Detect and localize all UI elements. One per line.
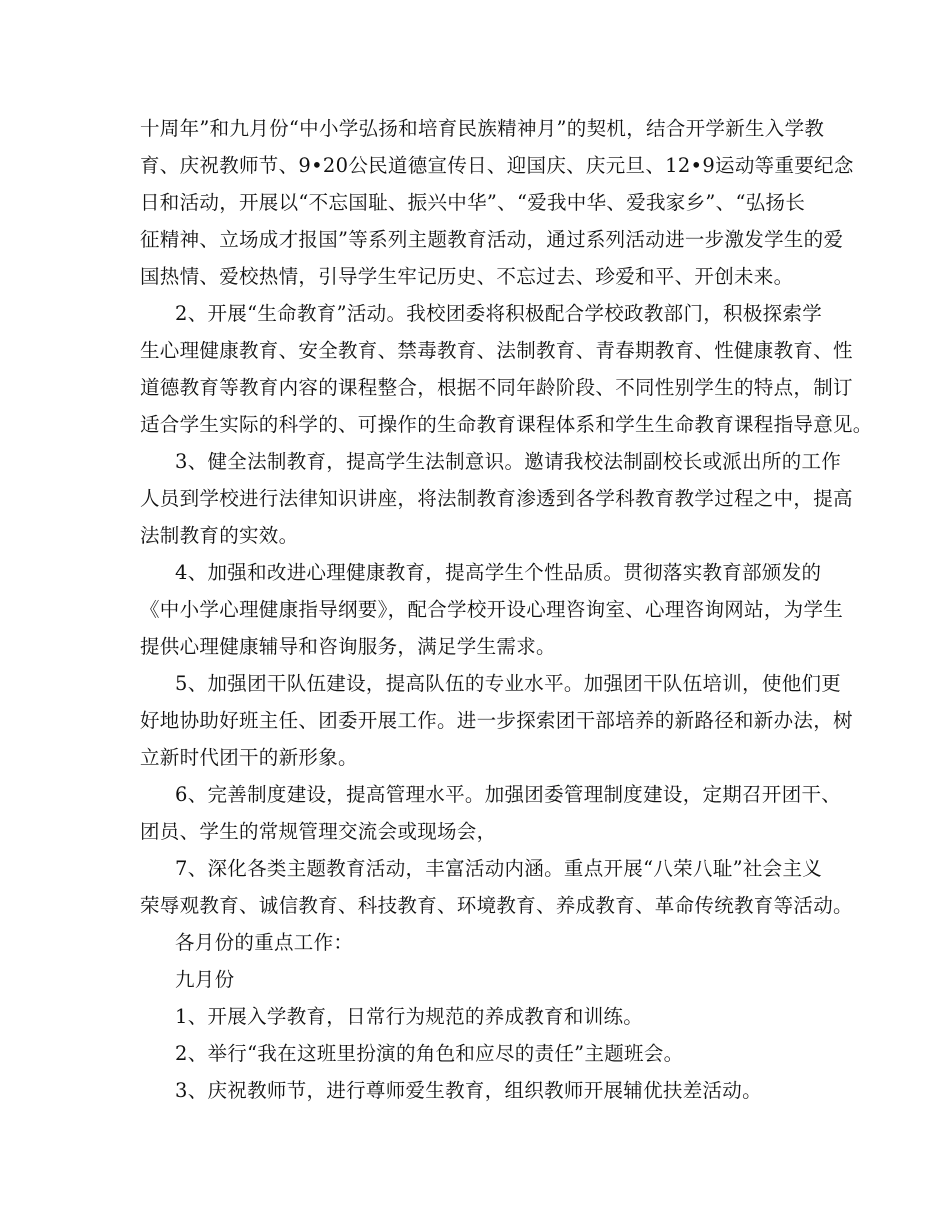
text-line: 团员、学生的常规管理交流会或现场会， bbox=[140, 820, 497, 843]
text-line: 道德教育等教育内容的课程整合，根据不同年龄阶段、不同性别学生的特点，制订 bbox=[140, 376, 853, 399]
text-line: 人员到学校进行法律知识讲座，将法制教育渗透到各学科教育教学过程之中，提高 bbox=[140, 487, 853, 510]
text-line: 日和活动，开展以“不忘国耻、振兴中华”、“爱我中华、爱我家乡”、“弘扬长 bbox=[140, 191, 806, 214]
text-line: 提供心理健康辅导和咨询服务，满足学生需求。 bbox=[140, 635, 556, 658]
text-line: 4、加强和改进心理健康教育，提高学生个性品质。贯彻落实教育部颁发的 bbox=[175, 561, 822, 584]
text-line: 征精神、立场成才报国”等系列主题教育活动，通过系列活动进一步激发学生的爱 bbox=[140, 228, 844, 251]
text-line: 好地协助好班主任、团委开展工作。进一步探索团干部培养的新路径和新办法，树 bbox=[140, 709, 853, 732]
text-line: 《中小学心理健康指导纲要》，配合学校开设心理咨询室、心理咨询网站，为学生 bbox=[140, 598, 844, 621]
text-line: 2、开展“生命教育”活动。我校团委将积极配合学校政教部门，积极探索学 bbox=[175, 302, 823, 325]
text-line: 6、完善制度建设，提高管理水平。加强团委管理制度建设，定期召开团干、 bbox=[175, 783, 842, 806]
text-line: 荣辱观教育、诚信教育、科技教育、环境教育、养成教育、革命传统教育等活动。 bbox=[140, 894, 853, 917]
text-line: 1、开展入学教育，日常行为规范的养成教育和训练。 bbox=[175, 1005, 644, 1028]
text-line: 国热情、爱校热情，引导学生牢记历史、不忘过去、珍爱和平、开创未来。 bbox=[140, 265, 794, 288]
text-line: 适合学生实际的科学的、可操作的生命教育课程体系和学生生命教育课程指导意见。 bbox=[140, 413, 873, 436]
text-line: 5、加强团干队伍建设，提高队伍的专业水平。加强团干队伍培训，使他们更 bbox=[175, 672, 842, 695]
text-line: 法制教育的实效。 bbox=[140, 524, 299, 547]
text-line: 各月份的重点工作： bbox=[175, 931, 354, 954]
text-line: 2、举行“我在这班里扮演的角色和应尽的责任”主题班会。 bbox=[175, 1042, 684, 1065]
text-line: 3、庆祝教师节，进行尊师爱生教育，组织教师开展辅优扶差活动。 bbox=[175, 1079, 762, 1102]
text-line: 十周年”和九月份“中小学弘扬和培育民族精神月”的契机，结合开学新生入学教 bbox=[140, 117, 825, 140]
text-line: 九月份 bbox=[175, 968, 235, 991]
text-line: 7、深化各类主题教育活动，丰富活动内涵。重点开展“八荣八耻”社会主义 bbox=[175, 857, 823, 880]
text-line: 立新时代团干的新形象。 bbox=[140, 746, 358, 769]
text-line: 生心理健康教育、安全教育、禁毒教育、法制教育、青春期教育、性健康教育、性 bbox=[140, 339, 853, 362]
text-line: 3、健全法制教育，提高学生法制意识。邀请我校法制副校长或派出所的工作 bbox=[175, 450, 842, 473]
text-line: 育、庆祝教师节、9•20公民道德宣传日、迎国庆、庆元旦、12•9运动等重要纪念 bbox=[140, 154, 854, 177]
